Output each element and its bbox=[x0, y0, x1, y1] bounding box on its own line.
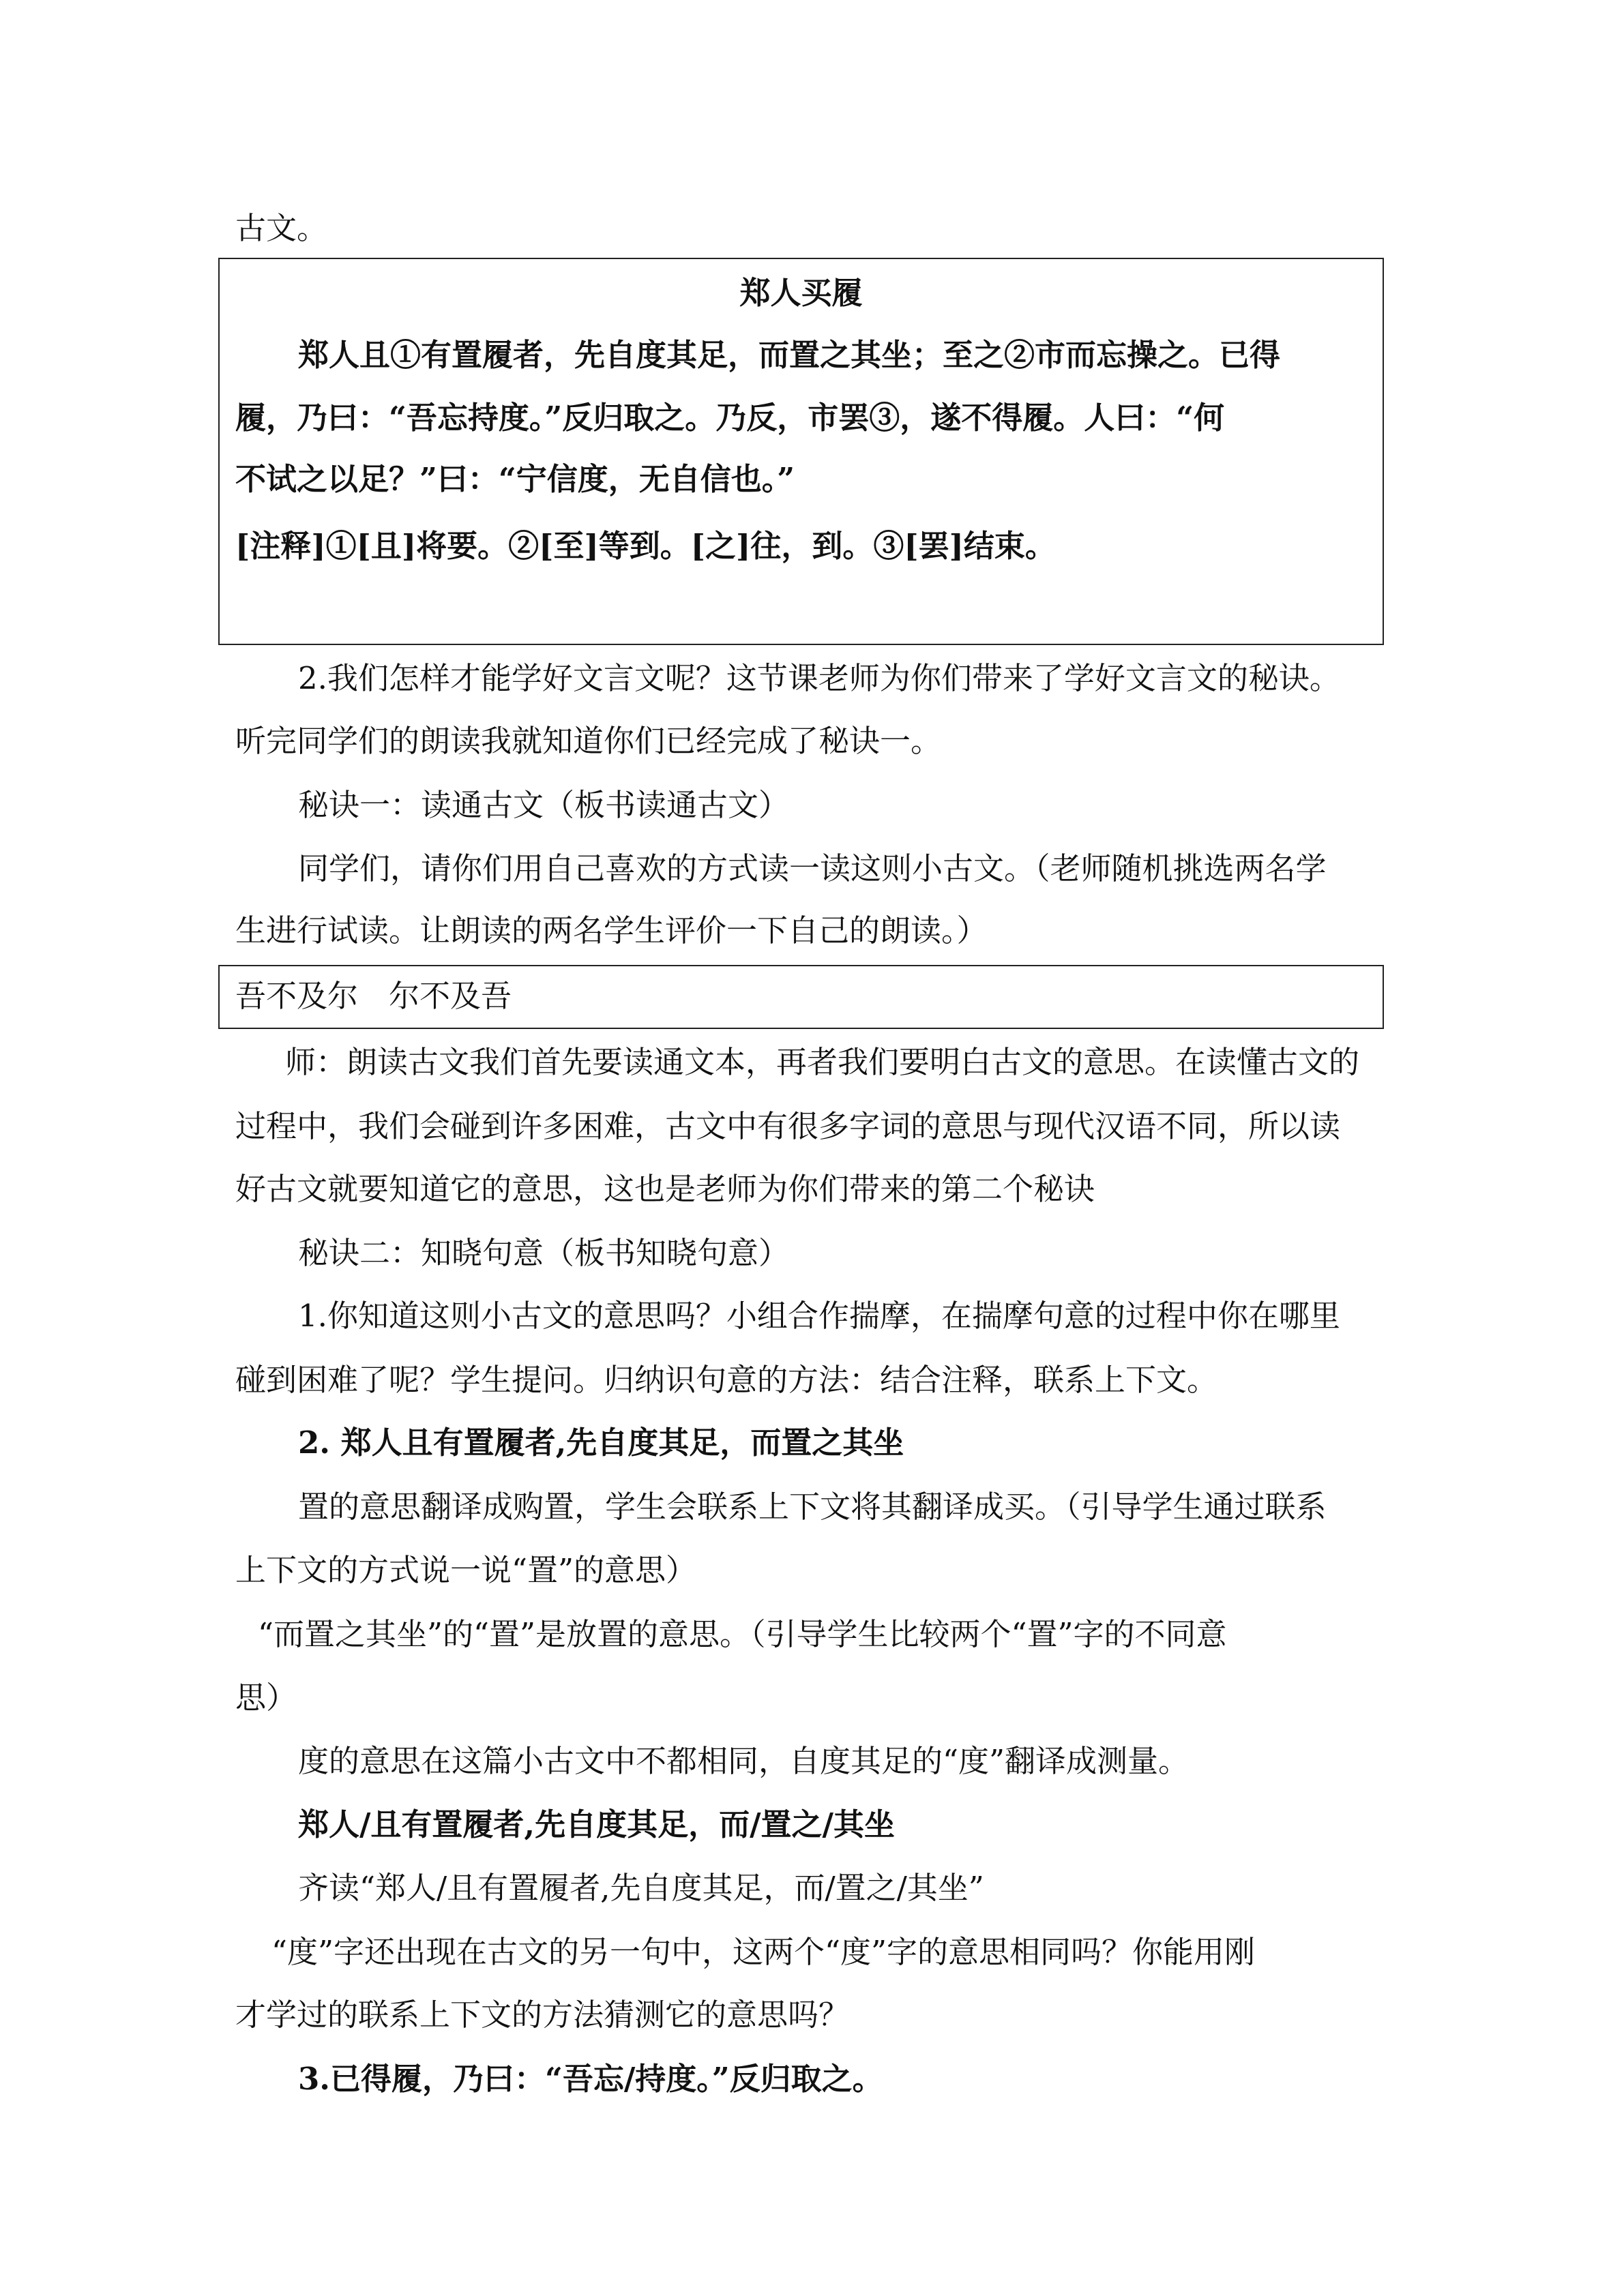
para3-line-1: 师：朗读古文我们首先要读通文本，再者我们要明白古文的意思。在读懂古文的 bbox=[285, 1044, 1360, 1080]
secret-one: 秘诀一：读通古文（板书读通古文） bbox=[298, 787, 790, 823]
story-box bbox=[218, 258, 1384, 645]
para7: 度的意思在这篇小古文中不都相同，自度其足的“度”翻译成测量。 bbox=[298, 1743, 1190, 1779]
split-reading: 郑人/且有置履者,先自度其足，而/置之/其坐 bbox=[298, 1806, 895, 1843]
para2-line-2: 生进行试读。让朗读的两名学生评价一下自己的朗读。） bbox=[235, 912, 988, 949]
intro-tail: 古文。 bbox=[235, 210, 328, 246]
para3-line-3: 好古文就要知道它的意思，这也是老师为你们带来的第二个秘诀 bbox=[235, 1171, 1095, 1207]
story-note: [注释]①[且]将要。②[至]等到。[之]往，到。③[罢]结束。 bbox=[235, 528, 1056, 564]
para6-line-2: 思） bbox=[235, 1680, 297, 1716]
para1-line-1: 2.我们怎样才能学好文言文呢？这节课老师为你们带来了学好文言文的秘诀。 bbox=[298, 660, 1340, 696]
para4-line-1: 1.你知道这则小古文的意思吗？小组合作揣摩，在揣摩句意的过程中你在哪里 bbox=[298, 1298, 1340, 1334]
phrase-box-text: 吾不及尔 尔不及吾 bbox=[235, 978, 512, 1014]
item-two: 2. 郑人且有置履者,先自度其足，而置之其坐 bbox=[298, 1425, 904, 1461]
story-line-1: 郑人且①有置履者，先自度其足，而置之其坐；至之②市而忘操之。已得 bbox=[298, 337, 1281, 373]
para4-line-2: 碰到困难了呢？学生提问。归纳识句意的方法：结合注释，联系上下文。 bbox=[235, 1362, 1218, 1398]
para1-line-2: 听完同学们的朗读我就知道你们已经完成了秘诀一。 bbox=[235, 723, 942, 759]
secret-two: 秘诀二：知晓句意（板书知晓句意） bbox=[298, 1235, 790, 1271]
para3-line-2: 过程中，我们会碰到许多困难，古文中有很多字词的意思与现代汉语不同，所以读 bbox=[235, 1108, 1341, 1144]
para5-line-2: 上下文的方式说一说“置”的意思） bbox=[235, 1552, 697, 1588]
story-line-2: 履，乃曰：“吾忘持度。”反归取之。乃反，市罢③，遂不得履。人曰：“何 bbox=[235, 400, 1225, 436]
para8-line-1: “度”字还出现在古文的另一句中，这两个“度”字的意思相同吗？你能用刚 bbox=[271, 1934, 1256, 1970]
story-title: 郑人买履 bbox=[739, 275, 863, 311]
para2-line-1: 同学们，请你们用自己喜欢的方式读一读这则小古文。（老师随机挑选两名学 bbox=[298, 850, 1327, 886]
para8-line-2: 才学过的联系上下文的方法猜测它的意思吗？ bbox=[235, 1997, 850, 2033]
item-three: 3.已得履，乃曰：“吾忘/持度。”反归取之。 bbox=[298, 2061, 883, 2097]
para6-line-1: “而置之其坐”的“置”是放置的意思。（引导学生比较两个“置”字的不同意 bbox=[258, 1616, 1227, 1652]
story-line-3: 不试之以足？”曰：“宁信度，无自信也。” bbox=[235, 461, 795, 497]
para5-line-1: 置的意思翻译成购置，学生会联系上下文将其翻译成买。（引导学生通过联系 bbox=[298, 1489, 1327, 1525]
read-together: 齐读“郑人/且有置履者,先自度其足，而/置之/其坐” bbox=[298, 1870, 984, 1906]
